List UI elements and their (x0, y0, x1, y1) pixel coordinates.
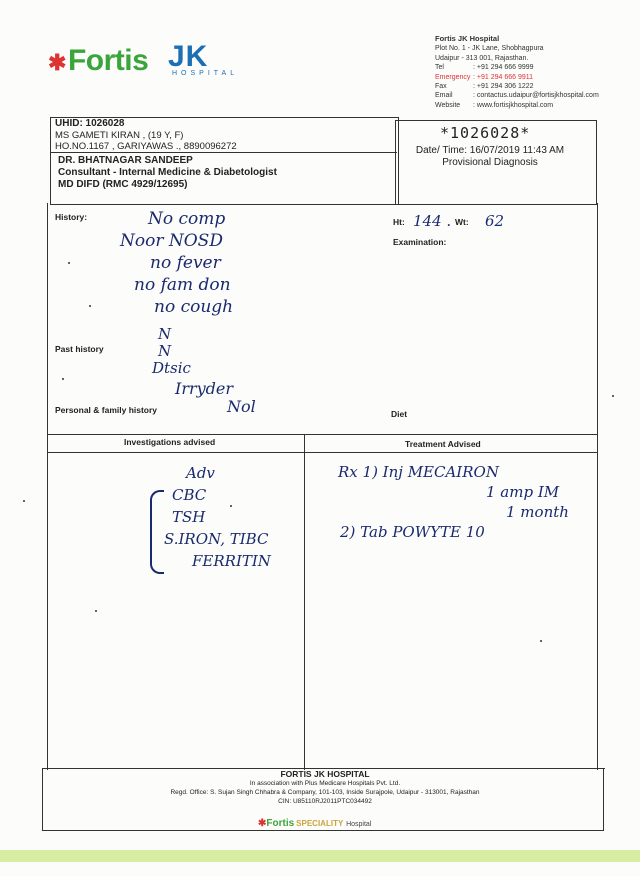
personal-line: Nol (227, 397, 256, 416)
website-value: : www.fortisjkhospital.com (473, 101, 554, 109)
treatment-line: 1 amp IM (486, 483, 560, 501)
past-line: N (158, 325, 172, 343)
form-frame-left (47, 203, 48, 770)
scan-speck (230, 505, 232, 507)
visit-info (410, 145, 570, 169)
emergency-label: Emergency (435, 73, 471, 81)
investigation-line: FERRITIN (192, 552, 271, 570)
footer-mark-icon: ✱ (258, 818, 267, 829)
patient-address: HO.NO.1167 , GARIYAWAS ., 8890096272 (55, 141, 237, 152)
scan-speck (89, 305, 91, 307)
personal-history-note (175, 380, 256, 416)
tel-value: : +91 294 666 9999 (473, 64, 534, 72)
investigation-line: TSH (172, 508, 206, 526)
investigation-line: Adv (186, 464, 215, 482)
hospital-name: Fortis JK Hospital (435, 34, 500, 43)
treatment-line: Rx 1) Inj MECAIRON (338, 463, 499, 481)
scan-speck (62, 378, 64, 380)
treatment-line: 1 month (506, 503, 569, 521)
patient-name: MS GAMETI KIRAN , (19 Y, F) (55, 129, 184, 141)
treatment-label: Treatment Advised (405, 439, 481, 449)
wt-label: Wt: (455, 217, 469, 227)
provisional-diagnosis-label: Provisional Diagnosis (442, 157, 538, 168)
bottom-green-band (0, 850, 640, 862)
investigations-note (148, 462, 271, 572)
footer-line-2: Regd. Office: S. Sujan Singh Chhabra & Company, 101-103, Inside Surajpole, Udaipur - 313001, Rajasthan (170, 789, 480, 796)
email-label: Email (435, 92, 453, 100)
jk-logo: JK (168, 40, 209, 73)
scan-speck (540, 640, 542, 642)
examination-label: Examination: (393, 237, 447, 247)
investigation-line: CBC (172, 486, 207, 504)
ht-value: 144 . (413, 212, 452, 230)
website-label: Website (435, 101, 461, 109)
scan-speck (68, 262, 70, 264)
jk-logo-sub: HOSPITAL (172, 70, 239, 77)
personal-line: Irryder (175, 379, 234, 398)
investigations-label: Investigations advised (124, 437, 216, 447)
footer-title: FORTIS JK HOSPITAL (280, 769, 370, 779)
history-label: History: (55, 212, 88, 222)
history-line: no cough (154, 297, 234, 317)
doctor-title: Consultant - Internal Medicine & Diabetologist (58, 167, 277, 178)
uhid: UHID: 1026028 (55, 118, 125, 129)
email-value: : contactus.udaipur@fortisjkhospital.com (473, 92, 599, 100)
fortis-mark-icon: ✱ (48, 50, 66, 75)
scan-speck (612, 395, 614, 397)
hospital-address-block (435, 34, 635, 110)
treatment-line: 2) Tab POWYTE 10 (340, 523, 485, 541)
investigation-line: S.IRON, TIBC (164, 530, 269, 548)
personal-family-label: Personal & family history (55, 405, 158, 415)
emergency-value: : +91 294 666 9911 (473, 73, 534, 81)
treatment-note (338, 462, 569, 542)
history-note (120, 208, 233, 318)
history-line: no fam don (134, 275, 231, 295)
barcode-text: *1026028* (440, 124, 531, 142)
past-line: N (158, 342, 172, 360)
fax-value: : +91 294 306 1222 (473, 83, 534, 91)
scan-speck (95, 610, 97, 612)
footer (45, 770, 605, 806)
doctor-name: DR. BHATNAGAR SANDEEP (58, 155, 193, 166)
investigation-header-line (47, 452, 598, 453)
fortis-logo: ✱Fortis (48, 44, 149, 77)
footer-logo: ✱Fortis SPECIALITY Hospital (258, 818, 372, 829)
address-line-2: Udaipur - 313 001, Rajasthan. (435, 54, 529, 62)
history-line: No comp (148, 209, 226, 229)
scan-speck (23, 500, 25, 502)
history-line: Noor NOSD (120, 231, 223, 251)
column-divider (304, 434, 305, 770)
footer-line-1: In association with Plus Medicare Hospitals Pvt. Ltd. (249, 780, 401, 787)
footer-line-3: CIN: U85110RJ2011PTC034492 (278, 798, 372, 805)
ht-label: Ht: (393, 217, 405, 227)
past-line: Dtsic (152, 359, 191, 377)
address-line-1: Plot No. 1 - JK Lane, Shobhagpura (435, 45, 544, 53)
tel-label: Tel (435, 64, 444, 72)
visit-datetime: Date/ Time: 16/07/2019 11:43 AM (415, 145, 565, 156)
doctor-block (58, 155, 277, 191)
fax-label: Fax (435, 83, 447, 91)
patient-block (55, 118, 237, 153)
history-line: no fever (150, 253, 221, 273)
doctor-degree: MD DIFD (RMC 4929/12695) (58, 179, 188, 190)
past-history-note (152, 326, 191, 377)
wt-value: 62 (485, 212, 505, 230)
past-history-label: Past history (55, 344, 104, 354)
section-divider (47, 434, 598, 435)
diet-label: Diet (391, 409, 408, 419)
form-frame-right (597, 203, 598, 770)
